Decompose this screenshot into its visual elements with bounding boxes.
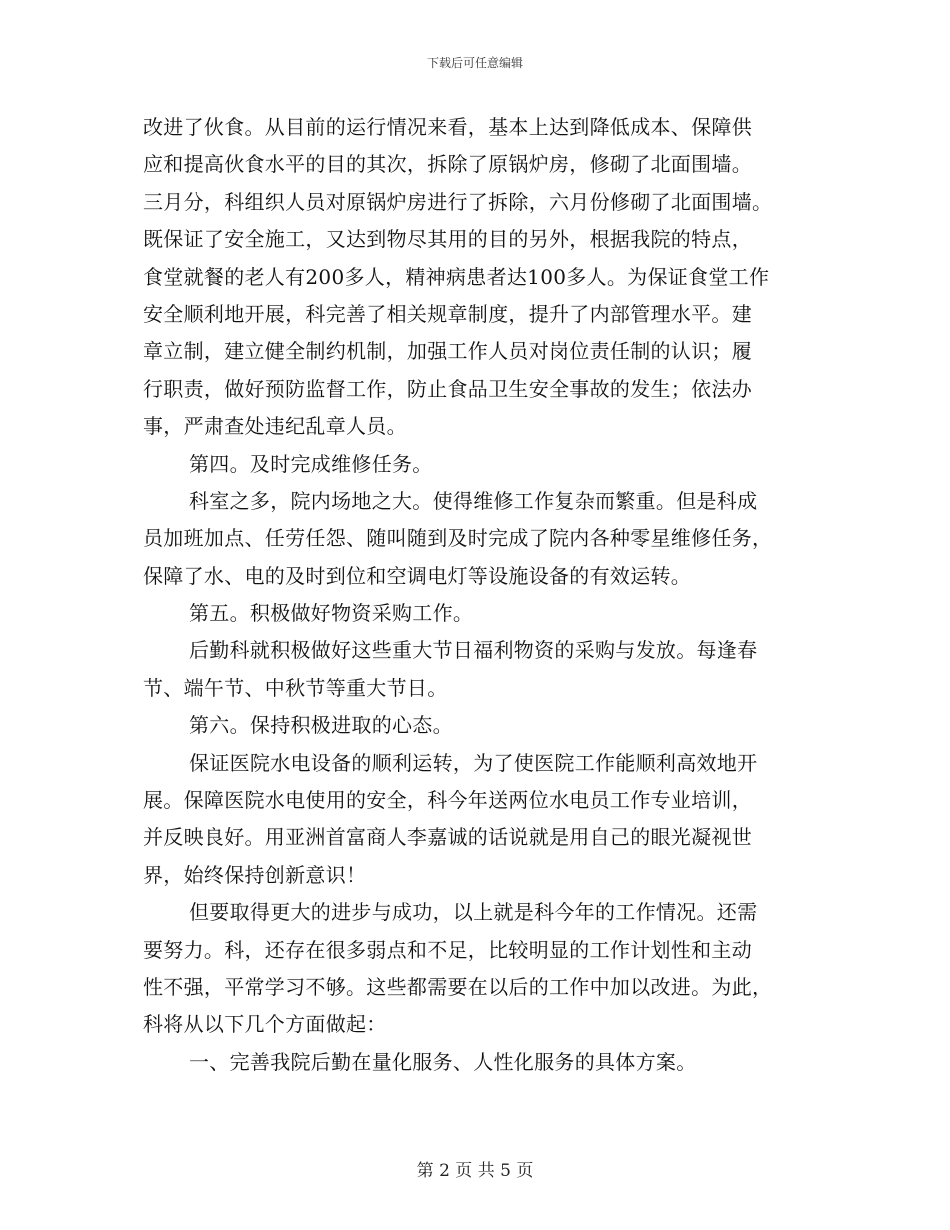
text-line: 保证医院水电设备的顺利运转，为了使医院工作能顺利高效地开	[189, 750, 758, 775]
page-number: 第 2 页 共 5 页	[416, 1161, 534, 1181]
section-heading: 第六。保持积极进取的心态。	[189, 713, 453, 738]
text-line: 改进了伙食。从目前的运行情况来看，基本上达到降低成本、保障供	[143, 115, 752, 139]
list-item: 一、完善我院后勤在量化服务、人性化服务的具体方案。	[189, 1049, 697, 1074]
text-line: 行职责，做好预防监督工作，防止食品卫生安全事故的发生；依法办	[143, 376, 752, 401]
text-line: 科将从以下几个方面做起：	[143, 1012, 387, 1037]
text-line: 后勤科就积极做好这些重大节日福利物资的采购与发放。每逢春	[189, 638, 758, 663]
text-line: 科室之多，院内场地之大。使得维修工作复杂而繁重。但是科成	[189, 488, 758, 513]
text-line: 应和提高伙食水平的目的其次，拆除了原锅炉房，修砌了北面围墙。	[143, 152, 752, 177]
text-line: 保障了水、电的及时到位和空调电灯等设施设备的有效运转。	[143, 563, 692, 588]
text-line: 节、端午节、中秋节等重大节日。	[143, 675, 448, 700]
text-line: 并反映良好。用亚洲首富商人李嘉诚的话说就是用自己的眼光凝视世	[143, 825, 752, 850]
text-line: 事，严肃查处违纪乱章人员。	[143, 414, 407, 439]
text-line: 既保证了安全施工，又达到物尽其用的目的另外，根据我院的特点，	[143, 227, 752, 252]
section-heading: 第五。积极做好物资采购工作。	[189, 601, 474, 626]
text-line: 安全顺利地开展，科完善了相关规章制度，提升了内部管理水平。建	[143, 301, 752, 326]
page-header: 下载后可任意编辑	[426, 56, 523, 70]
text-line: 要努力。科，还存在很多弱点和不足，比较明显的工作计划性和主动	[143, 937, 752, 962]
text-line: 但要取得更大的进步与成功，以上就是科今年的工作情况。还需	[189, 900, 758, 925]
text-line: 界，始终保持创新意识！	[143, 862, 367, 887]
text-line: 展。保障医院水电使用的安全，科今年送两位水电员工作专业培训，	[143, 788, 752, 813]
text-line: 性不强，平常学习不够。这些都需要在以后的工作中加以改进。为此，	[143, 974, 773, 999]
text-line: 章立制，建立健全制约机制，加强工作人员对岗位责任制的认识；履	[143, 339, 752, 364]
text-line: 三月分，科组织人员对原锅炉房进行了拆除，六月份修砌了北面围墙。	[143, 189, 773, 214]
document-body	[143, 109, 803, 1081]
text-line: 员加班加点、任劳任怨、随叫随到及时完成了院内各种零星维修任务，	[143, 526, 773, 551]
text-line: 食堂就餐的老人有200多人，精神病患者达100多人。为保证食堂工作	[143, 264, 770, 289]
section-heading: 第四。及时完成维修任务。	[189, 451, 433, 476]
